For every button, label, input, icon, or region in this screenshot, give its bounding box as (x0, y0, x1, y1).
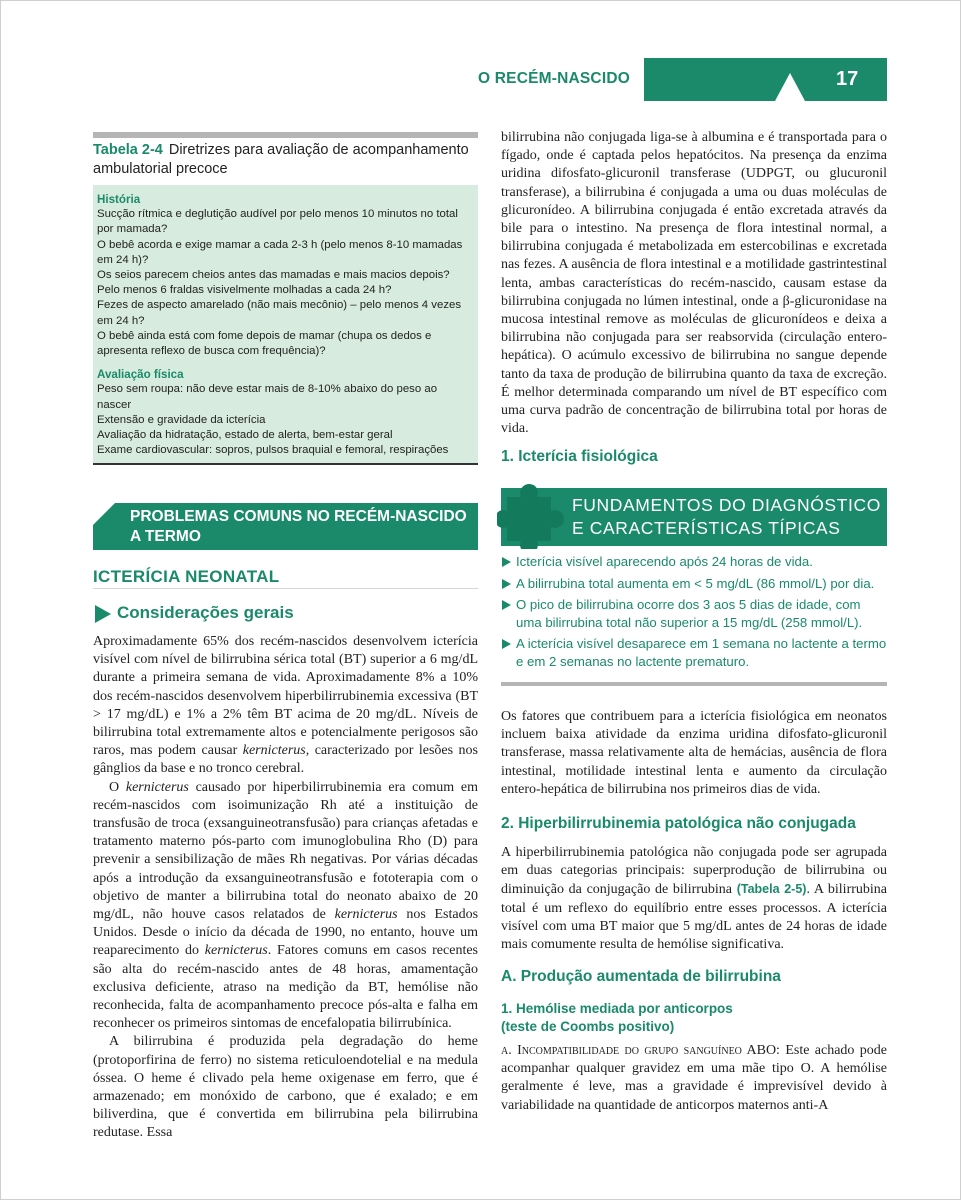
paragraph: bilirrubina não conjugada liga-se à albumina e é transportada para o fígado, onde é captada pelos hepatócitos. Na presença da enzima uridina difosfato-glicuronil transferase (UDPGT, ou glucuronil transferase), a bilirrubina é conjugada a uma ou duas moléculas de glicuronídeo. A bilirrubina conjugada é então excretada através da bile para o intestino. Na presença de flora intestinal normal, a bilirrubina conjugada é metabolizada em estercobilinas e excretada nas fezes. A ausência de flora intestinal e a motilidade gastrintestinal lenta, ambas características do recém-nascido, causam estase da bilirrubina conjugada no lúmen intestinal, onde a β-glicuronidase na mucosa intestinal remove as moléculas de glicuronídeos e deixa a bilirrubina não conjugada para ser reabsorvida (circulação entero-hepática). O acúmulo excessivo de bilirrubina no sangue depende tanto da taxa de produção de bilirrubina quanto da taxa de excreção. É melhor determinada comparando um nível de BT específico com uma curva padrão de concentração de bilirrubina total por horas de vida. (501, 130, 887, 437)
heading-hiperbilirrubinemia: 2. Hiperbilirrubinemia patológica não conjugada (501, 815, 856, 832)
text-run: . Fatores comuns em casos recentes são alta do recém-nascido antes de 48 horas, amamentação exclusiva deficiente, atraso na medição da BT, hemólise não reconhecida, falta de acompanhamento precoce pós-alta e falha em reconhecer os primeiros sintomas de encefalopatia bilirrubínica. (93, 943, 478, 1032)
right-column-mid2 (501, 844, 887, 954)
triangle-bullet-icon (502, 600, 511, 610)
text-run: . A bilirrubina total é um reflexo do equilíbrio entre esses processos. A icterícia visível com uma BT maior que 5 mg/dL antes de 24 horas de idade mais comumente resulta de hemólise significativa. (501, 882, 887, 953)
text-run: A hiperbilirrubinemia patológica não conjugada pode ser agrupada em duas categorias principais: superprodução de bilirrubina ou diminuição da conjugação de bilirrubina (501, 845, 887, 898)
banner-notch-icon (93, 503, 115, 525)
heading-underline (93, 588, 478, 589)
header-notch-icon (775, 73, 805, 101)
subheading-hemolise: 1. Hemólise mediada por anticorpos (teste de Coombs positivo) (501, 1001, 733, 1034)
list-item (501, 596, 887, 631)
table-section-title: História (97, 193, 141, 206)
table-line: Exame cardiovascular: sopros, pulsos braquial e femoral, respirações (97, 444, 449, 457)
table-2-4 (93, 132, 478, 465)
list-item-text: A icterícia visível desaparece em 1 semana no lactente a termo e em 2 semanas no lactente prematuro. (516, 636, 887, 669)
table-line: O bebê ainda está com fome depois de mamar (chupa os dedos e apresenta reflexo de busca com frequência)? (97, 329, 432, 358)
running-title: O RECÉM-NASCIDO (478, 70, 630, 87)
section-banner-title: PROBLEMAS COMUNS NO RECÉM-NASCIDO A TERMO (130, 508, 467, 545)
table-caption-text: Diretrizes para avaliação de acompanhamento ambulatorial precoce (93, 142, 469, 177)
table-line: Fezes de aspecto amarelado (não mais mecônio) – pelo menos 4 vezes em 24 h? (97, 299, 462, 327)
text-run: causado por hiperbilirrubinemia era comum em recém-nascidos com isoimunização Rh até a instituição de transfusão de troca (exsanguineotransfusão) para crianças afetadas e tratamento materno pós-parto com imunoglobulina Rho (D) para prevenir a sensibilização de mães Rh negativas. Por várias décadas após a introdução da exsanguineotransfusão e fototerapia com o objetivo de manter a bilirrubina total do neonato abaixo de 20 mg/dL, não houve casos relatados de (93, 779, 479, 923)
table-section-title: Avaliação física (97, 368, 184, 382)
table-body (93, 185, 478, 465)
list-item-text: Icterícia visível aparecendo após 24 horas de vida. (516, 554, 813, 569)
triangle-bullet-icon (502, 639, 511, 649)
triangle-bullet-icon (95, 605, 111, 623)
paragraph (501, 1042, 887, 1115)
heading-icterícia-fisiologica: 1. Icterícia fisiológica (501, 448, 658, 465)
list-item (501, 635, 887, 670)
list-item (501, 553, 887, 571)
text-emphasis: kernicterus (125, 779, 189, 795)
table-line: Pelo menos 6 fraldas visivelmente molhadas a cada 24 h? (97, 284, 392, 297)
paragraph (501, 844, 887, 954)
right-column-bottom (501, 1042, 887, 1115)
table-caption (93, 138, 478, 185)
text-run-smallcaps: a. Incompatibilidade do grupo sanguíneo ABO: (501, 1043, 780, 1058)
paragraph: Os fatores que contribuem para a icterícia fisiológica em neonatos incluem baixa atividade da enzima uridina difosfato-glicuronil transferase, massa relativamente alta de hemácias, ausência de flora intestinal, motilidade intestinal lenta e aumento da circulação entero-hepática de bilirrubina nos primeiros dias de vida. (501, 709, 887, 797)
fundamentos-bottom-rule (501, 682, 887, 686)
heading-producao-aumentada: A. Produção aumentada de bilirrubina (501, 968, 781, 985)
list-item (501, 575, 887, 593)
table-line: Extensão e gravidade da icterícia (97, 413, 266, 426)
text-emphasis: kernicterus (334, 907, 398, 923)
text-run: Este achado pode acompanhar qualquer gravidez em uma mãe tipo O. A hemólise geralmente é leve, mas a gravidade é imprevisível devido à variabilidade na quantidade de anticorpos maternos anti-A (501, 1043, 887, 1113)
right-column-mid (501, 708, 887, 799)
triangle-bullet-icon (502, 579, 511, 589)
table-reference-link: (Tabela 2-5) (736, 882, 807, 897)
triangle-bullet-icon (502, 557, 511, 567)
table-line: Avaliação da hidratação, estado de alerta, bem-estar geral (97, 429, 393, 442)
text-emphasis: kernicterus (204, 943, 268, 959)
text-run: O (109, 779, 120, 795)
table-number: Tabela 2-4 (93, 142, 163, 158)
subheading-consideracoes: Considerações gerais (117, 603, 294, 622)
text-run: Aproximadamente 65% dos recém-nascidos desenvolvem icterícia visível com nível de bilirrubina sérica total (BT) superior a 6 mg/dL durante a primeira semana de vida. Aproximadamente 8% a 10% dos recém-nascidos desenvolvem hiperbilirrubinemia excessiva (BT > 17 mg/dL) e 1% a 2% têm BT acima de 20 mg/dL. Níveis de bilirrubina total extremamente altos e potencialmente perigosos são raros, mas podem causar (93, 634, 478, 759)
table-line: Peso sem roupa: não deve estar mais de 8-10% abaixo do peso ao nascer (97, 383, 438, 411)
page-number: 17 (836, 68, 859, 90)
puzzle-piece-icon (497, 483, 567, 549)
heading-icterícia: ICTERÍCIA NEONATAL (93, 567, 280, 586)
paragraph: A bilirrubina é produzida pela degradação do heme (protoporfirina de ferro) no sistema reticuloendotelial e na medula óssea. O heme é clivado pela heme oxigenase em ferro, que é armazenado; em monóxido de carbono, que é exalado; e em biliverdina, que é convertida em bilirrubina pela bilirrubina redutase. Essa (93, 1034, 478, 1141)
fundamentos-title: FUNDAMENTOS DO DIAGNÓSTICO E CARACTERÍSTICAS TÍPICAS (572, 495, 881, 538)
text-run: nos Estados Unidos. Desde o início da década de 1990, no entanto, houve um reaparecimento do (93, 907, 479, 959)
right-column-top (501, 129, 887, 438)
list-item-text: O pico de bilirrubina ocorre dos 3 aos 5 dias de idade, com uma bilirrubina total não superior a 15 mg/dL (258 mmol/L). (516, 597, 863, 630)
text-run: , caracterizado por lesões nos gânglios da base e no tronco cerebral. (93, 743, 478, 777)
fundamentos-list (501, 553, 887, 674)
text-emphasis: kernicterus (242, 743, 306, 759)
paragraph (93, 779, 478, 1034)
paragraph (93, 633, 478, 779)
table-line: Os seios parecem cheios antes das mamadas e mais macios depois? (97, 269, 450, 282)
table-line: Sucção rítmica e deglutição audível por pelo menos 10 minutos no total por mamada? (97, 208, 458, 236)
left-column-text (93, 633, 478, 1143)
list-item-text: A bilirrubina total aumenta em < 5 mg/dL (86 mmol/L) por dia. (516, 575, 875, 591)
table-line: O bebê acorda e exige mamar a cada 2-3 h (pelo menos 8-10 mamadas em 24 h)? (97, 238, 463, 266)
